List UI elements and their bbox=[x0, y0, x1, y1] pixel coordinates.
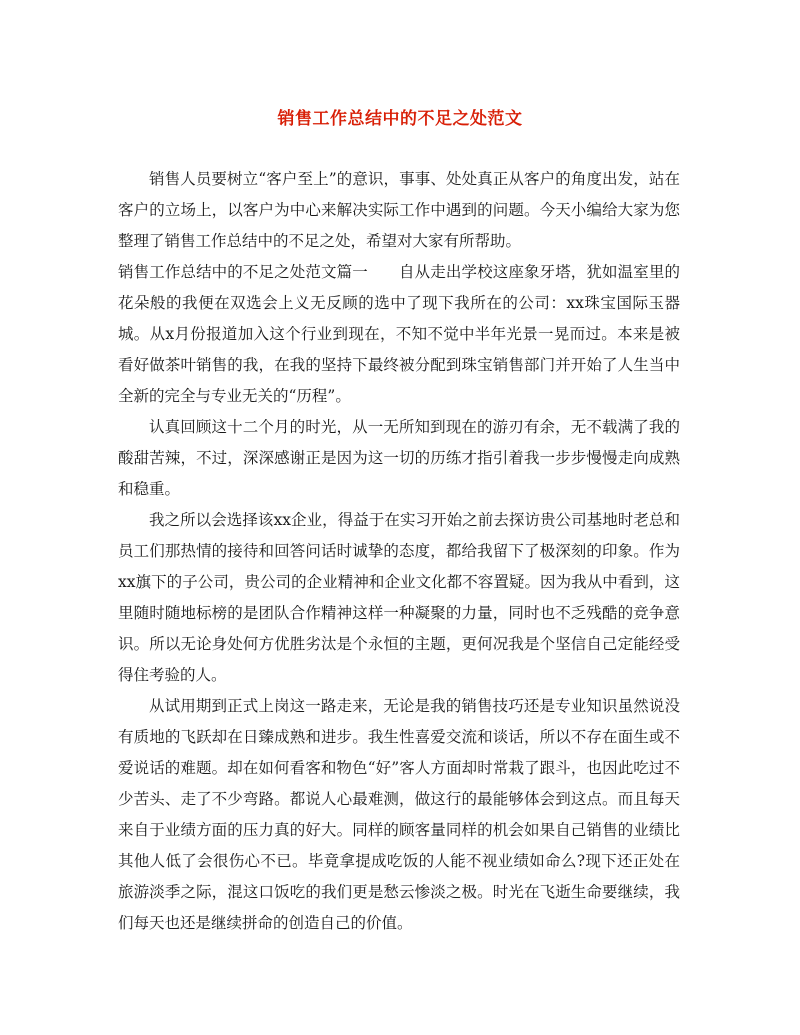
paragraph: 销售人员要树立“客户至上”的意识，事事、处处真正从客户的角度出发，站在客户的立场上，以客户为中心来解决实际工作中遇到的问题。今天小编给大家为您整理了销售工作总结中的不足之处，希望对大家有所帮助。 bbox=[118, 170, 680, 250]
document-title: 销售工作总结中的不足之处范文 bbox=[277, 109, 523, 129]
paragraph: 认真回顾这十二个月的时光，从一无所知到现在的游刃有余，无不载满了我的酸甜苦辣，不过，深深感谢正是因为这一切的历练才指引着我一步步慢慢走向成熟和稳重。 bbox=[118, 418, 680, 498]
document-body bbox=[118, 164, 680, 939]
paragraph: 我之所以会选择该xx企业，得益于在实习开始之前去探访贵公司基地时老总和员工们那热情的接待和回答问话时诚挚的态度，都给我留下了极深刻的印象。作为xx旗下的子公司，贵公司的企业精神和企业文化都不容置疑。因为我从中看到，这里随时随地标榜的是团队合作精神这样一种凝聚的力量，同时也不乏残酷的竞争意识。所以无论身处何方优胜劣汰是个永恒的主题，更何况我是个坚信自己定能经受得住考验的人。 bbox=[118, 511, 680, 684]
paragraph: 销售工作总结中的不足之处范文篇一 自从走出学校这座象牙塔，犹如温室里的花朵般的我便在双选会上义无反顾的选中了现下我所在的公司：xx珠宝国际玉器城。从x月份报道加入这个行业到现在，不知不觉中半年光景一晃而过。本来是被看好做茶叶销售的我，在我的坚持下最终被分配到珠宝销售部门并开始了人生当中全新的完全与专业无关的“历程”。 bbox=[118, 263, 680, 405]
paragraph: 从试用期到正式上岗这一路走来，无论是我的销售技巧还是专业知识虽然说没有质地的飞跃却在日臻成熟和进步。我生性喜爱交流和谈话，所以不存在面生或不爱说话的难题。却在如何看客和物色“好”客人方面却时常栽了跟斗，也因此吃过不少苦头、走了不少弯路。都说人心最难测，做这行的最能够体会到这点。而且每天来自于业绩方面的压力真的好大。同样的顾客量同样的机会如果自己销售的业绩比其他人低了会很伤心不已。毕竟拿提成吃饭的人能不视业绩如命么?现下还正处在旅游淡季之际，混这口饭吃的我们更是愁云惨淡之极。时光在飞逝生命要继续，我们每天也还是继续拼命的创造自己的价值。 bbox=[118, 697, 680, 932]
